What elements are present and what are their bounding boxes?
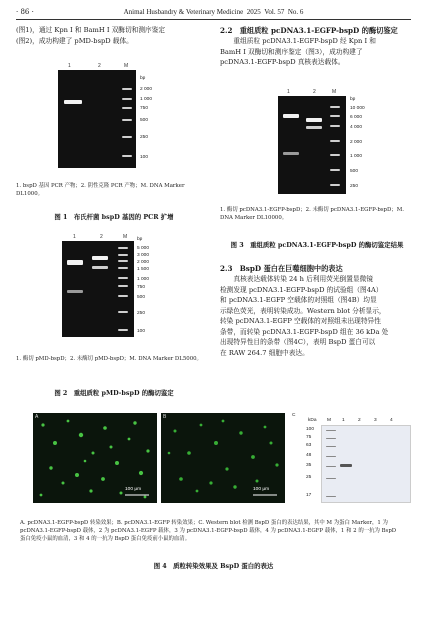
micrograph-a: A 100 μm xyxy=(33,413,157,503)
gel-image-fig1 xyxy=(58,70,136,168)
section-2-2-heading: 2.2 重组质粒 pcDNA3.1-EGFP-bspD 的酶切鉴定 xyxy=(220,26,398,35)
western-blot xyxy=(321,425,411,503)
micrograph-b: B 100 μm xyxy=(161,413,285,503)
fig2-caption: 1. 酶切 pMD-bspD；2. 未酶切 pMD-bspD；M. DNA Marker DL5000。 xyxy=(16,356,202,362)
left-intro-text: (图1)，通过 Kpn Ⅰ 和 BamH Ⅰ 双酶切和测序鉴定 (图2)，成功构建了 pMD-bspD 载体。 xyxy=(16,26,166,45)
fig4-caption: A. pcDNA3.1-EGFP-bspD 转染效果；B. pcDNA3.1-EGFP 转染效果；C. Western blot 检测 BspD 蛋白的表达结果，其中 M 为蛋白 Marker，1 为 pcDNA3.1-EGFP-bspD 载体，2 为 pcDNA3.1-EGFP 载体，3 为 pcDNA3.1-EGFP-bspD 载体，4 为 pcDNA3.1-EGFP 载体，1 和 2 的一抗为 BspD 蛋白免疫小鼠的血清，3 和 4 的一抗为 BspD 蛋白免疫前小鼠的血清。 xyxy=(20,520,397,542)
journal-info: Animal Husbandry & Veterinary Medicine 2025 Vol. 57 No. 6 xyxy=(123,8,304,16)
bspd-36kda-band xyxy=(340,464,352,467)
fig1-title: 图 1 布氏杆菌 bspD 基因的 PCR 扩增 xyxy=(54,213,174,221)
fig4-title: 图 4 质粒转染效果及 BspD 蛋白的表达 xyxy=(153,562,274,570)
section-2-3-heading: 2.3 BspD 蛋白在巨噬细胞中的表达 xyxy=(220,264,343,273)
section-2-2: 2.2 重组质粒 pcDNA3.1-EGFP-bspD 的酶切鉴定 重组质粒 pcDNA3.1-EGFP-bspD 经 Kpn Ⅰ 和 BamH Ⅰ 双酶切和测序鉴定（图3），成功构建了 pcDNA3.1-EGFP-bspD 真核表达载体。 xyxy=(220,25,414,68)
section-2-3: 2.3 BspD 蛋白在巨噬细胞中的表达 真核表达载体转染 24 h 后利用荧光倒置显微镜 检测发现 pcDNA3.1-EGFP-bspD 的试验组（图4A） 和 pcDNA3.1-EGFP 空载体的对照组（图4B）均显 示绿色荧光，表明转染成功。Western blot 分析显示， 转染 pcDNA3.1-EGFP 空载体的对照组未出现特异性 条带，而转染 pcDNA3.1-EGFP-bspD 组在 36 kDa 处 出现特异性目的条带（图4C），表明 BspD 蛋白可以 在 RAW 264.7 细胞中表达。 xyxy=(220,263,414,358)
header-rule xyxy=(16,19,411,20)
fig3-caption: 1. 酶切 pcDNA3.1-EGFP-bspD；2. 未酶切 pcDNA3.1-EGFP-bspD；M. DNA Marker DL10000。 xyxy=(220,207,404,221)
running-header xyxy=(16,6,411,18)
fig1-caption: 1. bspD 基因 PCR 产物；2. 阴性克隆 PCR 产物；M. DNA Marker DL1000。 xyxy=(16,183,185,197)
fig3-title: 图 3 重组质粒 pcDNA3.1-EGFP-bspD 的酶切鉴定结果 xyxy=(230,241,404,249)
page-number: · 86 · xyxy=(16,8,34,16)
fig2-title: 图 2 重组质粒 pMD-bspD 的酶切鉴定 xyxy=(54,389,174,397)
gel-image-fig2 xyxy=(62,241,134,337)
gel-image-fig3 xyxy=(278,96,346,194)
